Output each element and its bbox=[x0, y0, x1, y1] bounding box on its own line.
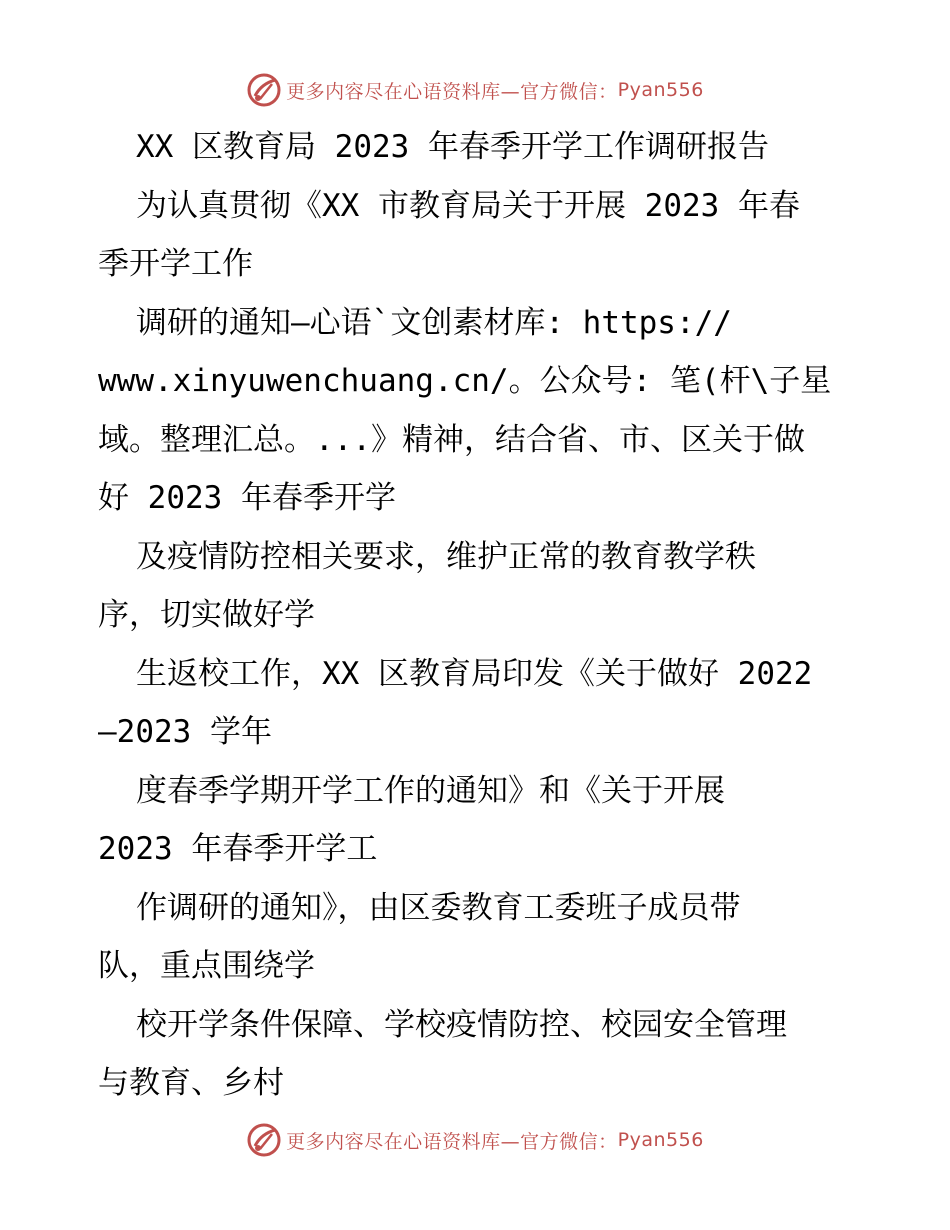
text-line: 及疫情防控相关要求，维护正常的教育教学秩 bbox=[136, 538, 756, 575]
text-line: 好 2023 年春季开学 bbox=[98, 480, 396, 516]
watermark-wechat: Pyan556 bbox=[617, 1129, 704, 1151]
watermark-footer bbox=[0, 1120, 950, 1160]
text-line: 调研的通知—心语`文创素材库: https:// bbox=[136, 304, 732, 341]
brand-logo-icon bbox=[246, 72, 282, 108]
text-line: 域。整理汇总。...》精神，结合省、市、区关于做 bbox=[98, 421, 805, 458]
text-line: 作调研的通知》，由区委教育工委班子成员带 bbox=[136, 889, 741, 926]
text-line: 生返校工作，XX 区教育局印发《关于做好 2022 bbox=[136, 655, 813, 692]
watermark-text: 更多内容尽在心语资料库—官方微信： bbox=[286, 80, 618, 103]
text-line: 2023 年春季开学工 bbox=[98, 831, 378, 867]
brand-logo-icon bbox=[246, 1122, 282, 1158]
text-line: 校开学条件保障、学校疫情防控、校园安全管理 bbox=[136, 1006, 787, 1043]
text-line: 序，切实做好学 bbox=[98, 597, 315, 633]
text-line: 度春季学期开学工作的通知》和《关于开展 bbox=[136, 772, 725, 809]
text-line: 与教育、乡村 bbox=[98, 1065, 284, 1101]
text-line: 队，重点围绕学 bbox=[98, 948, 315, 984]
text-line: —2023 学年 bbox=[98, 714, 272, 750]
watermark-header bbox=[0, 70, 950, 110]
text-line: www.xinyuwenchuang.cn/。公众号: 笔(杆\子星 bbox=[98, 363, 832, 399]
text-line: 为认真贯彻《XX 市教育局关于开展 2023 年春 bbox=[136, 187, 800, 224]
document-body bbox=[98, 118, 868, 1113]
watermark-wechat: Pyan556 bbox=[617, 79, 704, 101]
text-line: 季开学工作 bbox=[98, 246, 253, 282]
text-line: XX 区教育局 2023 年春季开学工作调研报告 bbox=[136, 129, 769, 165]
watermark-text: 更多内容尽在心语资料库—官方微信： bbox=[286, 1130, 618, 1153]
